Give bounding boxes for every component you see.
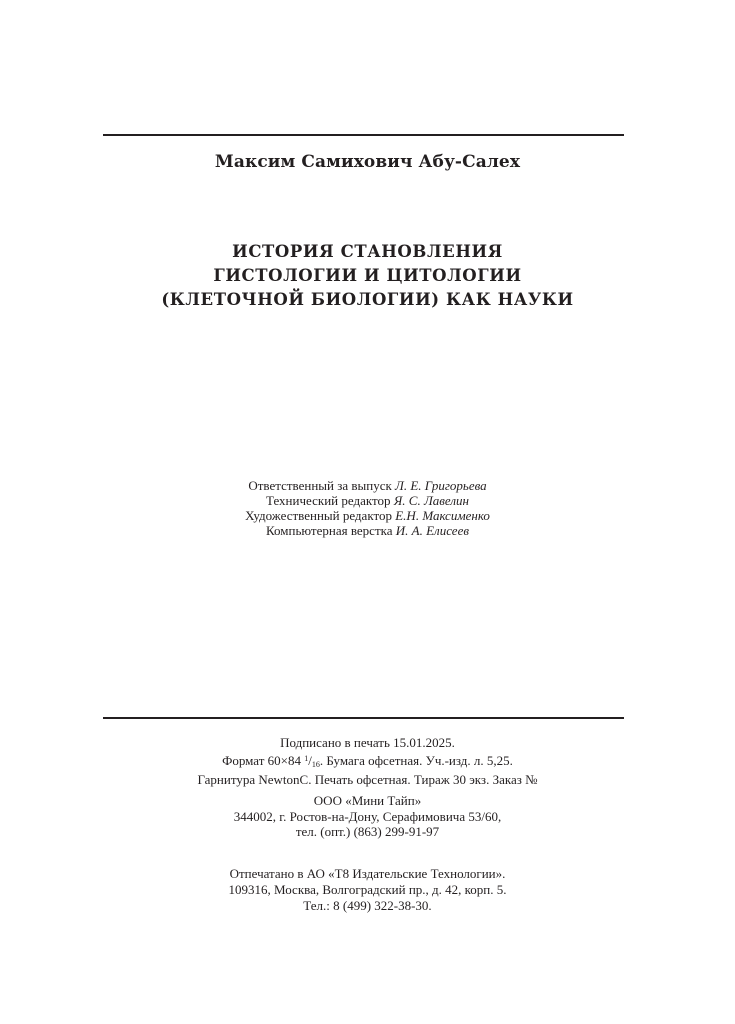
publisher-name: ООО «Мини Тайп» xyxy=(313,793,422,808)
publisher-phone: тел. (опт.) (863) 299-91-97 xyxy=(295,824,440,839)
imprint-block xyxy=(0,735,735,788)
format-fraction: $^1/_{16}$ xyxy=(304,752,320,769)
publisher-block xyxy=(0,793,735,840)
book-title xyxy=(0,240,735,312)
signed-line: Подписано в печать 15.01.2025. xyxy=(280,735,455,750)
typeface-line: Гарнитура NewtonC. Печать офсетная. Тираж 30 экз. Заказ № xyxy=(197,772,538,787)
printer-address: 109316, Москва, Волгоградский пр., д. 42, корп. 5. xyxy=(228,882,507,897)
title-line: ИСТОРИЯ СТАНОВЛЕНИЯ xyxy=(232,242,503,261)
format-line xyxy=(0,751,735,773)
format-prefix: Формат 60×84 xyxy=(222,752,301,768)
staff-credits xyxy=(0,478,735,538)
printer-phone: Тел.: 8 (499) 322-38-30. xyxy=(303,898,432,913)
publisher-address: 344002, г. Ростов-на-Дону, Серафимовича 53/60, xyxy=(233,808,502,824)
staff-person: Е.Н. Максименко xyxy=(395,508,490,523)
author-name: Максим Самихович Абу-Салех xyxy=(214,152,521,172)
title-line: ГИСТОЛОГИИ И ЦИТОЛОГИИ xyxy=(213,266,522,285)
staff-line xyxy=(0,493,735,508)
staff-role: Технический редактор xyxy=(266,493,391,508)
staff-person: Л. Е. Григорьева xyxy=(395,478,487,493)
format-suffix: . Бумага офсетная. Уч.-изд. л. 5,25. xyxy=(319,752,513,768)
staff-role: Компьютерная верстка xyxy=(266,523,393,538)
staff-line xyxy=(0,523,735,538)
printer-block xyxy=(0,866,735,914)
top-divider xyxy=(103,134,624,136)
middle-divider xyxy=(103,717,624,719)
fraction-numerator: 1 xyxy=(304,753,309,763)
staff-line xyxy=(0,478,735,493)
staff-role: Ответственный за выпуск xyxy=(248,478,392,493)
staff-person: Я. С. Лавелин xyxy=(393,493,469,508)
staff-person: И. А. Елисеев xyxy=(395,523,469,538)
staff-line xyxy=(0,508,735,523)
title-line: (КЛЕТОЧНОЙ БИОЛОГИИ) КАК НАУКИ xyxy=(161,290,574,309)
fraction-denominator: 16 xyxy=(311,759,320,769)
printer-name: Отпечатано в АО «Т8 Издательские Технологии». xyxy=(229,866,506,881)
staff-role: Художественный редактор xyxy=(245,508,392,523)
